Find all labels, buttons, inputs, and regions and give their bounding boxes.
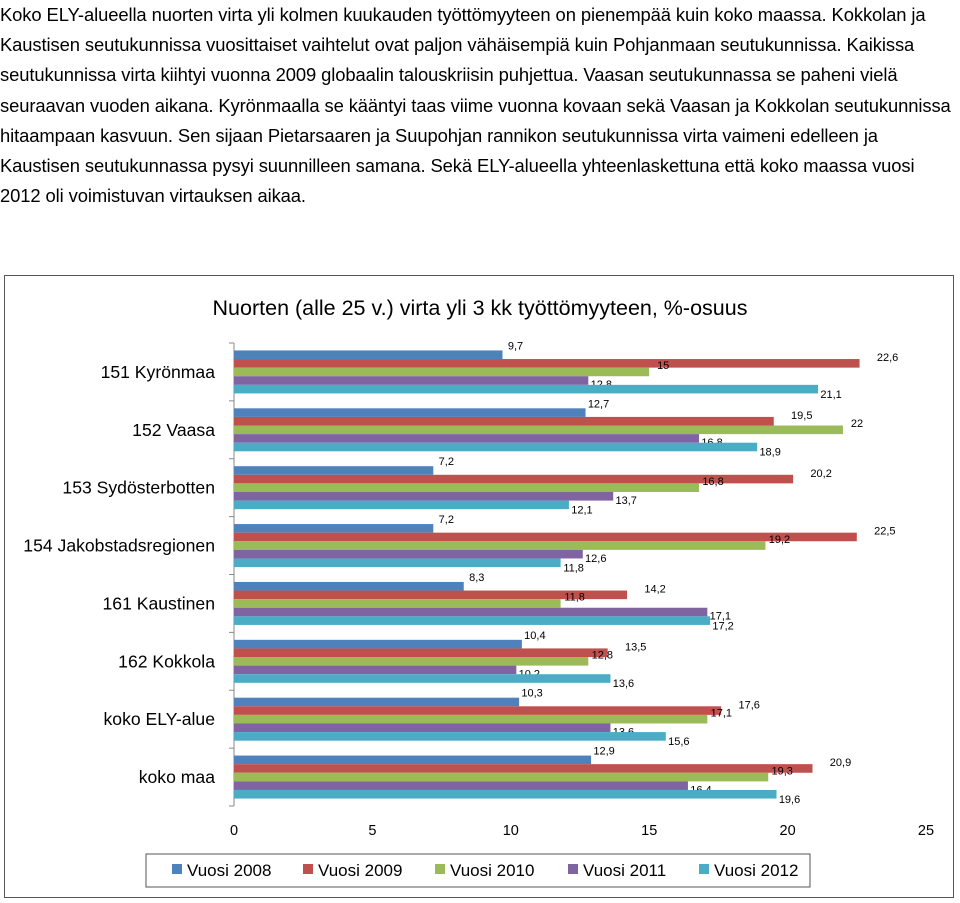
bar — [234, 756, 591, 765]
data-label: 18,9 — [759, 446, 781, 459]
data-label: 12,9 — [593, 745, 615, 758]
data-label: 20,2 — [810, 467, 832, 480]
bar — [234, 483, 699, 492]
bar-chart — [5, 276, 955, 899]
bar — [234, 706, 721, 715]
data-label: 19,2 — [768, 533, 791, 546]
data-label: 17,1 — [710, 707, 733, 720]
legend-swatch — [303, 864, 313, 874]
data-label: 11,8 — [564, 591, 585, 604]
bar — [234, 608, 707, 617]
category-label: 151 Kyrönmaa — [100, 361, 215, 382]
data-label: 14,2 — [644, 583, 666, 596]
category-label: 152 Vaasa — [132, 419, 215, 440]
legend-label: Vuosi 2010 — [450, 861, 535, 880]
x-tick-label: 10 — [502, 823, 519, 839]
bar — [234, 732, 666, 741]
data-label: 12,1 — [571, 504, 593, 517]
data-label: 22,6 — [876, 352, 899, 365]
data-label: 19,3 — [771, 765, 793, 778]
bar — [234, 657, 588, 666]
bar — [234, 408, 586, 417]
intro-paragraph: Koko ELY-alueella nuorten virta yli kolmen kuukauden työttömyyteen on pienempää kuin koko maassa. Kokkolan ja Kaustisen seutukunnissa vuosittaiset vaihtelut ovat paljon vähäisempiä kuin Pohjanmaan seutukunnissa. Kaikissa seutukunnissa virta kiihtyi vuonna 2009 globaalin talouskriisin puhjettua. Vaasan seutukunnassa se paheni vielä seuraavan vuoden aikana. Kyrönmaalla se kääntyi taas viime vuonna kovaan sekä Vaasan ja Kokkolan seutukunnissa hitaampaan kasvuun. Sen sijaan Pietarsaaren ja Suupohjan rannikon seutukunnissa virta vaimeni edelleen ja Kaustisen seutukunnassa pysyi suunnilleen samana. Sekä ELY-alueella yhteenlaskettuna että koko maassa vuosi 2012 oli voimistuvan virtauksen aikaa. — [0, 4, 951, 207]
bar — [234, 640, 522, 649]
category-label: 162 Kokkola — [118, 651, 215, 672]
data-label: 22 — [850, 418, 864, 431]
bar — [234, 426, 843, 435]
data-label: 7,2 — [438, 514, 454, 527]
bar — [234, 599, 561, 608]
bar — [234, 466, 433, 475]
data-label: 10,4 — [524, 629, 546, 642]
bar — [234, 781, 688, 790]
bar — [234, 541, 765, 550]
bar — [234, 417, 774, 426]
category-label: 154 Jakobstadsregionen — [23, 535, 215, 556]
data-label: 20,9 — [829, 757, 852, 770]
category-label: 161 Kaustinen — [102, 593, 215, 614]
chart-title: Nuorten (alle 25 v.) virta yli 3 kk työttömyyteen, %-osuus — [212, 296, 748, 320]
data-label: 12,6 — [585, 552, 607, 565]
bar — [234, 616, 710, 625]
bar — [234, 385, 818, 394]
bar — [234, 674, 610, 683]
data-label: 11,8 — [563, 562, 584, 575]
data-label: 17,6 — [738, 699, 760, 712]
x-tick-label: 0 — [229, 823, 239, 839]
data-label: 17,1 — [709, 610, 732, 623]
legend-label: Vuosi 2008 — [187, 861, 272, 880]
bar — [234, 790, 777, 799]
data-label: 12,7 — [587, 398, 610, 411]
bar — [234, 773, 768, 782]
bar — [234, 501, 569, 510]
bar — [234, 723, 610, 732]
data-label: 10,3 — [521, 687, 543, 700]
data-label: 22,5 — [874, 525, 896, 538]
data-label: 13,6 — [612, 678, 635, 691]
bar — [234, 434, 699, 443]
legend-swatch — [435, 864, 445, 874]
bar — [234, 764, 813, 773]
bar — [234, 359, 860, 368]
bar — [234, 376, 588, 385]
data-label: 13,7 — [615, 494, 637, 507]
category-label: koko ELY-alue — [103, 709, 215, 730]
data-label: 17,2 — [712, 620, 734, 633]
legend-swatch — [568, 864, 578, 874]
legend-label: Vuosi 2011 — [583, 861, 667, 880]
data-label: 15,6 — [668, 736, 690, 749]
data-label: 19,6 — [778, 793, 801, 806]
legend-label: Vuosi 2012 — [714, 861, 799, 880]
bar — [234, 715, 707, 724]
category-label: koko maa — [138, 767, 215, 788]
category-label: 153 Sydösterbotten — [62, 477, 215, 498]
bar — [234, 492, 613, 501]
x-tick-label: 5 — [368, 823, 377, 839]
data-label: 16,8 — [702, 475, 724, 488]
bar — [234, 558, 561, 567]
data-label: 21,1 — [820, 388, 842, 401]
bar — [234, 648, 608, 657]
data-label: 9,7 — [507, 340, 524, 353]
x-tick-label: 20 — [779, 823, 796, 839]
legend-swatch — [172, 864, 182, 874]
bar — [234, 524, 433, 533]
data-label: 15 — [657, 360, 670, 373]
chart-frame — [4, 275, 954, 898]
bar — [234, 350, 502, 359]
legend-swatch — [699, 864, 709, 874]
data-label: 12,8 — [591, 649, 614, 662]
legend-label: Vuosi 2009 — [318, 861, 403, 880]
bar — [234, 443, 757, 452]
bar — [234, 533, 857, 542]
x-tick-label: 15 — [641, 823, 658, 839]
bar — [234, 550, 583, 559]
bar — [234, 698, 519, 707]
bar — [234, 582, 464, 591]
data-label: 7,2 — [438, 456, 454, 469]
bar — [234, 666, 516, 675]
x-tick-label: 25 — [917, 823, 935, 839]
data-label: 8,3 — [469, 571, 485, 584]
bar — [234, 368, 649, 377]
data-label: 13,5 — [624, 641, 647, 654]
data-label: 19,5 — [791, 409, 813, 422]
